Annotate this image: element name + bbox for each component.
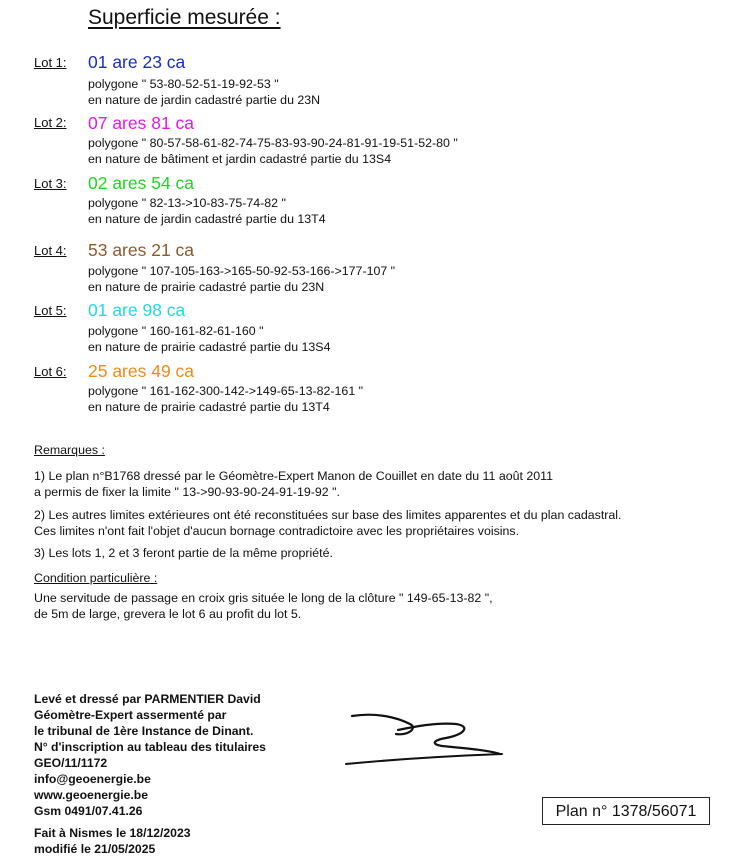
lot-label: Lot 3: — [34, 176, 67, 191]
lot-polygon: polygone " 161-162-300-142->149-65-13-82-161 " — [88, 384, 364, 398]
plan-number-box: Plan n° 1378/56071 — [542, 797, 710, 825]
author-email: info@geoenergie.be — [34, 772, 151, 786]
lot-polygon: polygone " 107-105-163->165-50-92-53-166->177-107 " — [88, 264, 396, 278]
lot-label: Lot 2: — [34, 115, 67, 130]
remarks-heading: Remarques : — [34, 443, 105, 457]
author-line-2: Géomètre-Expert assermenté par — [34, 708, 227, 722]
lot-area: 01 are 98 ca — [88, 300, 186, 320]
author-line-5: GEO/11/1172 — [34, 756, 108, 770]
lot-label: Lot 1: — [34, 55, 67, 70]
author-phone: Gsm 0491/07.41.26 — [34, 804, 143, 818]
lot-nature: en nature de bâtiment et jardin cadastré partie du 13S4 — [88, 152, 392, 166]
lot-polygon: polygone " 82-13->10-83-75-74-82 " — [88, 196, 286, 210]
author-line-1: Levé et dressé par PARMENTIER David — [34, 692, 261, 706]
made-date: Fait à Nismes le 18/12/2023 — [34, 826, 191, 840]
lot-nature: en nature de jardin cadastré partie du 23N — [88, 93, 321, 107]
lot-nature: en nature de jardin cadastré partie du 13T4 — [88, 212, 326, 226]
signature-graphic — [338, 708, 508, 770]
condition-line-2: de 5m de large, grevera le lot 6 au profit du lot 5. — [34, 607, 302, 621]
remark-1-line-1: 1) Le plan n°B1768 dressé par le Géomètre-Expert Manon de Couillet en date du 11 août 2011 — [34, 469, 554, 483]
lot-label: Lot 6: — [34, 364, 67, 379]
remark-3-line-1: 3) Les lots 1, 2 et 3 feront partie de la même propriété. — [34, 546, 333, 560]
lot-nature: en nature de prairie cadastré partie du 13S4 — [88, 340, 331, 354]
page-title: Superficie mesurée : — [88, 6, 281, 29]
condition-line-1: Une servitude de passage en croix gris située le long de la clôture " 149-65-13-82 ", — [34, 591, 493, 605]
lot-label: Lot 5: — [34, 303, 67, 318]
modified-date: modifié le 21/05/2025 — [34, 842, 156, 856]
condition-heading: Condition particulière : — [34, 571, 158, 585]
lot-nature: en nature de prairie cadastré partie du 23N — [88, 280, 325, 294]
lot-area: 02 ares 54 ca — [88, 173, 195, 193]
remark-2-line-2: Ces limites n'ont fait l'objet d'aucun bornage contradictoire avec les propriétaires voisins. — [34, 524, 520, 538]
author-line-4: N° d'inscription au tableau des titulaires — [34, 740, 266, 754]
lot-area: 25 ares 49 ca — [88, 361, 195, 381]
lot-polygon: polygone " 80-57-58-61-82-74-75-83-93-90-24-81-91-19-51-52-80 " — [88, 136, 458, 150]
lot-label: Lot 4: — [34, 243, 67, 258]
lot-polygon: polygone " 53-80-52-51-19-92-53 " — [88, 77, 279, 91]
lot-area: 01 are 23 ca — [88, 52, 186, 72]
remark-2-line-1: 2) Les autres limites extérieures ont été reconstituées sur base des limites apparentes et du plan cadastral. — [34, 508, 622, 522]
lot-polygon: polygone " 160-161-82-61-160 " — [88, 324, 264, 338]
lot-nature: en nature de prairie cadastré partie du 13T4 — [88, 400, 330, 414]
remark-1-line-2: a permis de fixer la limite " 13->90-93-90-24-91-19-92 ". — [34, 485, 340, 499]
lot-area: 07 ares 81 ca — [88, 113, 195, 133]
author-website: www.geoenergie.be — [34, 788, 149, 802]
lot-area: 53 ares 21 ca — [88, 240, 195, 260]
author-line-3: le tribunal de 1ère Instance de Dinant. — [34, 724, 254, 738]
